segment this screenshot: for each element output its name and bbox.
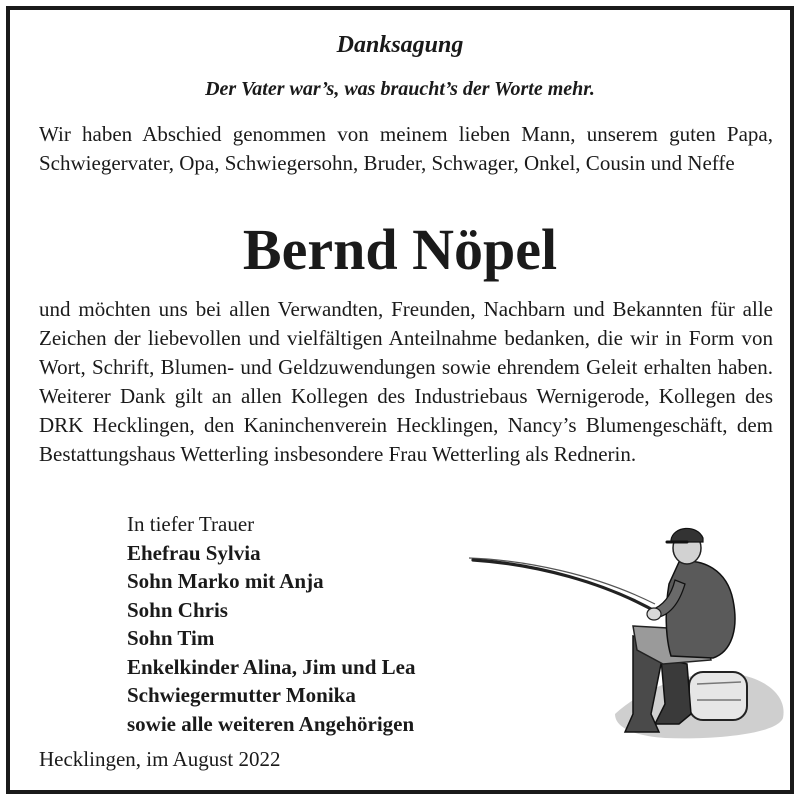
notice-heading: Danksagung: [336, 32, 464, 58]
deceased-name: Bernd Nöpel: [242, 217, 558, 282]
mourning-intro: In tiefer Trauer: [127, 512, 255, 536]
mourner-line: Sohn Chris: [127, 597, 228, 622]
obituary-notice: [6, 6, 794, 794]
mourner-line: Ehefrau Sylvia: [127, 540, 261, 565]
mourner-line: Enkelkinder Alina, Jim und Lea: [127, 654, 416, 679]
mourner-line: sowie alle weiteren Angehörigen: [127, 711, 415, 736]
thanks-paragraph: und möchten uns bei allen Verwandten, Freunden, Nachbarn und Bekannten für alle Zeichen der liebevollen und vielfältigen Anteilnahme bedanken, die wir in Form von Wort, Schrift, Blumen- und Geldzuwendungen sowie ehrendem Geleit erhalten haben. Weiterer Dank gilt an allen Kollegen des Industriebaus Wernigerode, Kollegen des DRK Hecklingen, den Kaninchenverein Hecklingen, Nancy’s Blumengeschäft, dem Bestattungshaus Wetterling insbesondere Frau Wetterling als Rednerin.: [39, 297, 773, 466]
notice-quote: Der Vater war’s, was braucht’s der Worte mehr.: [205, 78, 595, 100]
mourner-line: Sohn Marko mit Anja: [127, 569, 324, 593]
intro-paragraph: Wir haben Abschied genommen von meinem lieben Mann, unserem guten Papa, Schwiegervater, Opa, Schwiegersohn, Bruder, Schwager, Onkel, Cousin und Neffe: [39, 122, 773, 175]
mourner-line: Schwiegermutter Monika: [127, 683, 356, 707]
place-date: Hecklingen, im August 2022: [39, 747, 281, 771]
mourners-list: [127, 510, 415, 738]
mourner-line: Sohn Tim: [127, 626, 215, 650]
fisherman-illustration-icon: [465, 518, 795, 748]
